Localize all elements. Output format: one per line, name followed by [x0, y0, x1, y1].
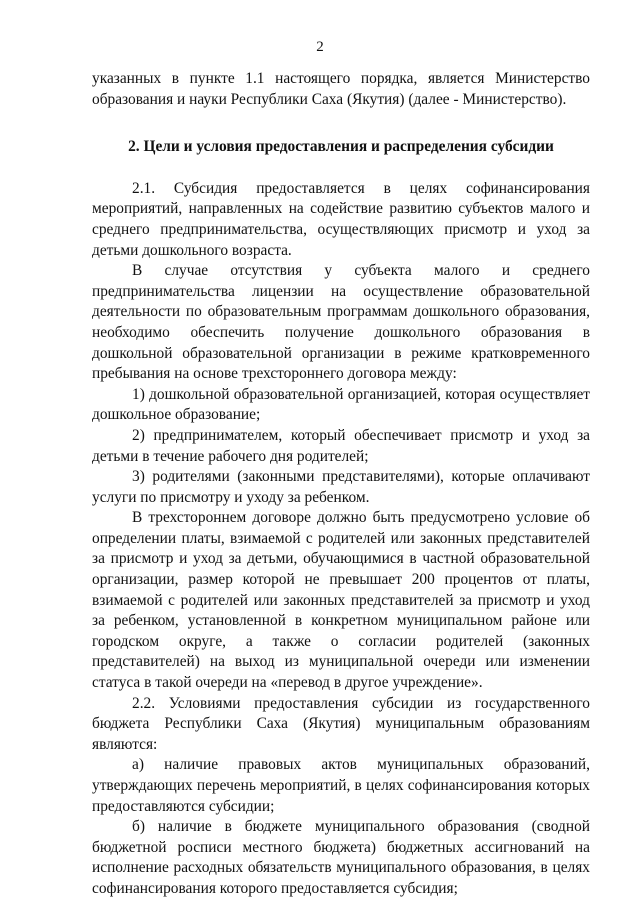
list-item-2: 2) предпринимателем, который обеспечивает присмотр и уход за детьми в течение рабочего дня родителей; — [92, 426, 590, 465]
paragraph-license: В случае отсутствия у субъекта малого и среднего предпринимательства лицензии на осуществление образовательной деятельности по образовательным программам дошкольного образования, необходимо обеспечить получение дошкольного образования в дошкольной образовательной организации в режиме кратковременного пребывания на основе трехстороннего договора между: — [92, 262, 590, 383]
condition-b: б) наличие в бюджете муниципального образования (сводной бюджетной росписи местного бюджета) бюджетных ассигнований на исполнение расходных обязательств муниципального образования, в целях софинансирования которого предоставляется субсидия; — [92, 818, 590, 897]
list-item-1: 1) дошкольной образовательной организацией, которая осуществляет дошкольное образование; — [92, 385, 590, 424]
paragraph-2-2: 2.2. Условиями предоставления субсидии из государственного бюджета Республики Саха (Якутия) муниципальным образованиям являются: — [92, 694, 590, 753]
condition-a: а) наличие правовых актов муниципальных образований, утверждающих перечень мероприятий, в целях софинансирования которых предоставляются субсидии; — [92, 756, 590, 815]
section-heading: 2. Цели и условия предоставления и распределения субсидии — [128, 138, 554, 156]
paragraph-continuation: указанных в пункте 1.1 настоящего порядка, является Министерство образования и науки Республики Саха (Якутия) (далее - Министерство). — [92, 70, 590, 108]
document-body — [92, 69, 590, 900]
paragraph-contract: В трехстороннем договоре должно быть предусмотрено условие об определении платы, взимаемой с родителей или законных представителей за присмотр и уход за детьми, обучающимися в частной образовательной организации, размер которой не превышает 200 процентов от платы, взимаемой с родителей или законных представителей за присмотр и уход за ребенком, установленной в конкретном муниципальном районе или городском округе, а также о согласии родителей (законных представителей) на выход из муниципальной очереди или изменении статуса в такой очереди на «перевод в другое учреждение». — [92, 509, 590, 692]
list-item-3: 3) родителями (законными представителями), которые оплачивают услуги по присмотру и уходу за ребенком. — [92, 468, 590, 506]
page-number: 2 — [316, 39, 324, 55]
paragraph-2-1: 2.1. Субсидия предоставляется в целях софинансирования мероприятий, направленных на содействие развитию субъектов малого и среднего предпринимательства, осуществляющих присмотр и уход за детьми дошкольного возраста. — [92, 179, 590, 259]
